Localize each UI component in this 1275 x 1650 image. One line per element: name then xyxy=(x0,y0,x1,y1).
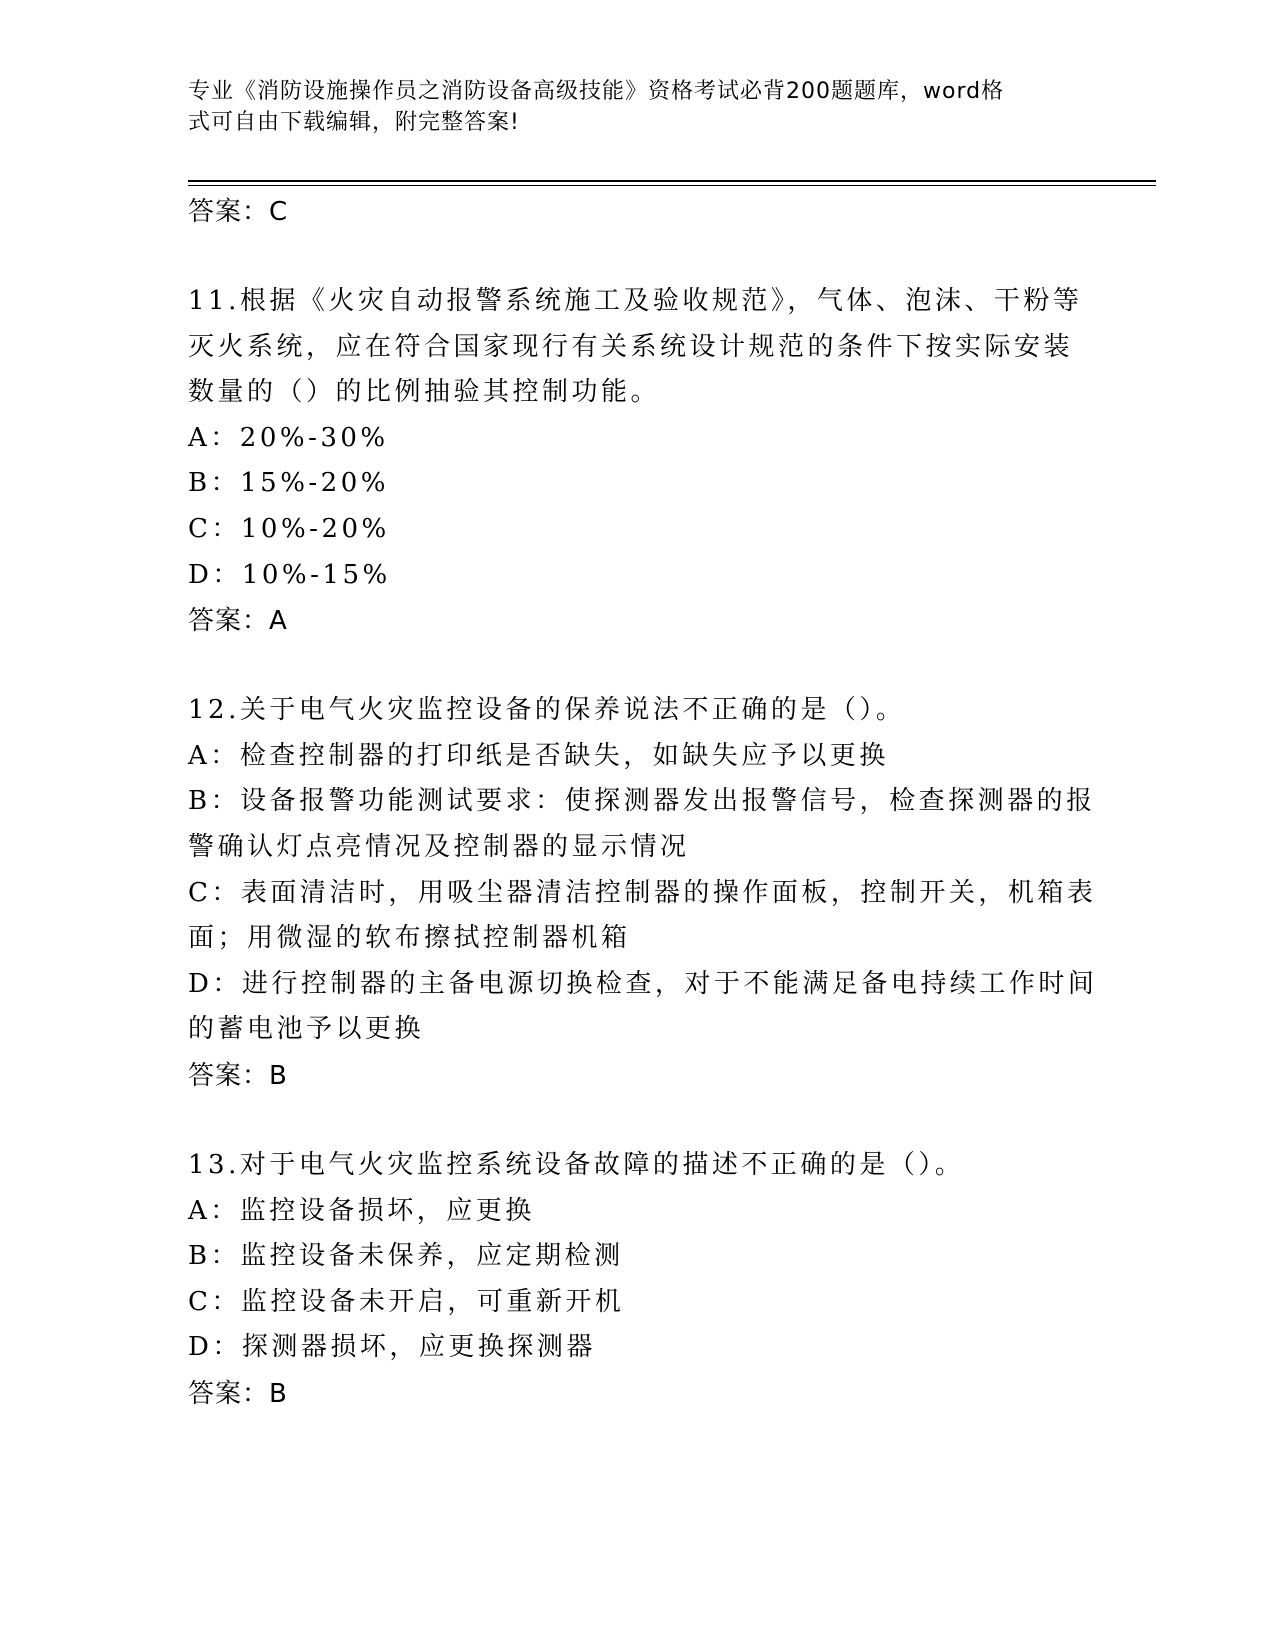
question-13 xyxy=(188,1143,1088,1417)
question-12-option-a: A：检查控制器的打印纸是否缺失，如缺失应予以更换 xyxy=(188,740,889,771)
spacer xyxy=(188,644,1088,688)
question-12-option-c-line-2: 面；用微湿的软布擦拭控制器机箱 xyxy=(188,923,631,954)
header-line-1: 专业《消防设施操作员之消防设备高级技能》资格考试必背200题题库，word格 xyxy=(188,79,1005,104)
question-12-option-d-line-1: D：进行控制器的主备电源切换检查，对于不能满足备电持续工作时间 xyxy=(188,968,1098,999)
question-12-option-c-line-1: C：表面清洁时，用吸尘器清洁控制器的操作面板，控制开关，机箱表 xyxy=(188,877,1097,908)
question-11-stem-line-1: 11.根据《火灾自动报警系统施工及验收规范》，气体、泡沫、干粉等 xyxy=(188,286,1083,316)
previous-question-answer: 答案：C xyxy=(188,197,289,227)
question-11 xyxy=(188,279,1088,644)
question-12 xyxy=(188,688,1098,1099)
spacer xyxy=(188,1099,1088,1143)
question-13-option-b: B：监控设备未保养，应定期检测 xyxy=(188,1241,624,1272)
question-13-option-c: C：监控设备未开启，可重新开机 xyxy=(188,1286,625,1317)
spacer xyxy=(188,235,1088,279)
question-13-stem: 13.对于电气火灾监控系统设备故障的描述不正确的是（）。 xyxy=(188,1149,965,1180)
question-11-option-a: A：20%-30% xyxy=(188,422,389,453)
question-11-stem-line-3: 数量的（）的比例抽验其控制功能。 xyxy=(188,377,661,408)
question-11-option-d: D：10%-15% xyxy=(188,559,391,590)
question-13-answer: 答案：B xyxy=(188,1378,288,1409)
question-12-answer: 答案：B xyxy=(188,1060,288,1091)
question-13-option-a: A：监控设备损坏，应更换 xyxy=(188,1195,535,1226)
question-11-option-b: B：15%-20% xyxy=(188,468,389,499)
question-12-stem: 12.关于电气火灾监控设备的保养说法不正确的是（）。 xyxy=(188,695,906,726)
document-body xyxy=(188,189,1098,1417)
document-header xyxy=(188,76,1068,138)
header-line-2: 式可自由下载编辑，附完整答案! xyxy=(188,110,520,135)
header-rule-thick xyxy=(188,180,1156,182)
question-12-option-d-line-2: 的蓄电池予以更换 xyxy=(188,1014,425,1045)
question-11-answer: 答案：A xyxy=(188,606,288,637)
question-11-option-c: C：10%-20% xyxy=(188,513,390,544)
question-11-stem-line-2: 灭火系统，应在符合国家现行有关系统设计规范的条件下按实际安装 xyxy=(188,331,1074,362)
question-12-option-b-line-2: 警确认灯点亮情况及控制器的显示情况 xyxy=(188,831,690,862)
header-rule-thin xyxy=(188,185,1156,186)
question-12-option-b-line-1: B：设备报警功能测试要求：使探测器发出报警信号，检查探测器的报 xyxy=(188,786,1096,817)
question-13-option-d: D：探测器损坏，应更换探测器 xyxy=(188,1332,596,1363)
